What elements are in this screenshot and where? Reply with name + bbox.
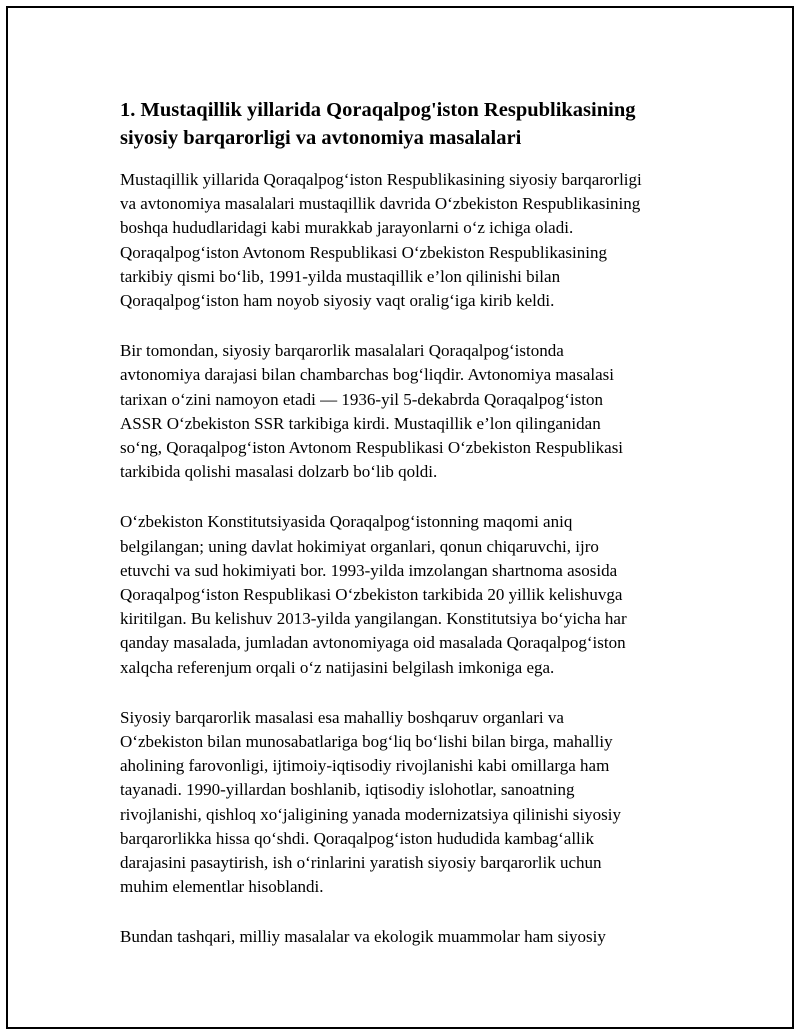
paragraph-1: Mustaqillik yillarida Qoraqalpog‘iston Respublikasining siyosiy barqarorligi va avtonomiya masalalari mustaqillik davrida O‘zbekiston Respublikasining boshqa hududlaridagi kabi murakkab jarayonlarni o‘z ichiga oladi. Qoraqalpog‘iston Avtonom Respublikasi O‘zbekiston Respublikasining tarkibiy qismi bo‘lib, 1991-yilda mustaqillik e’lon qilinishi bilan Qoraqalpog‘iston ham noyob siyosiy vaqt oralig‘iga kirib keldi.: [120, 170, 642, 311]
paragraph-5: Bundan tashqari, milliy masalalar va ekologik muammolar ham siyosiy: [120, 927, 606, 947]
paragraph-2: Bir tomondan, siyosiy barqarorlik masalalari Qoraqalpog‘istonda avtonomiya darajasi bilan chambarchas bog‘liqdir. Avtonomiya masalasi tarixan o‘zini namoyon etadi — 1936-yil 5-dekabrda Qoraqalpog‘iston ASSR O‘zbekiston SSR tarkibiga kirdi. Mustaqillik e’lon qilinganidan so‘ng, Qoraqalpog‘iston Avtonom Respublikasi O‘zbekiston Respublikasi tarkibida qolishi masalasi dolzarb bo‘lib qoldi.: [120, 341, 624, 482]
section-heading: 1. Mustaqillik yillarida Qoraqalpog'iston Respublikasining siyosiy barqarorligi va avtonomiya masalalari: [120, 99, 636, 149]
paragraph-4: Siyosiy barqarorlik masalasi esa mahalliy boshqaruv organlari va O‘zbekiston bilan munosabatlariga bog‘liq bo‘lishi bilan birga, mahalliy aholining farovonligi, ijtimoiy-iqtisodiy rivojlanishi kabi omillarga ham tayanadi. 1990-yillardan boshlanib, iqtisodiy islohotlar, sanoatning rivojlanishi, qishloq xo‘jaligining yanada modernizatsiya qilinishi siyosiy barqarorlikka hissa qo‘shdi. Qoraqalpog‘iston hududida kambag‘allik darajasini pasaytirish, ish o‘rinlarini yaratish siyosiy barqarorlik uchun muhim elementlar hisoblandi.: [120, 707, 621, 897]
paragraph-3: O‘zbekiston Konstitutsiyasida Qoraqalpog‘istonning maqomi aniq belgilangan; uning davlat hokimiyat organlari, qonun chiqaruvchi, ijro etuvchi va sud hokimiyati bor. 1993-yilda imzolangan shartnoma asosida Qoraqalpog‘iston Respublikasi O‘zbekiston tarkibida 20 yillik kelishuvga kiritilgan. Bu kelishuv 2013-yilda yangilangan. Konstitutsiya bo‘yicha har qanday masalada, jumladan avtonomiyaga oid masalada Qoraqalpog‘iston xalqcha referenjum orqali o‘z natijasini belgilash imkoniga ega.: [120, 512, 627, 677]
document-body: [120, 96, 700, 976]
page-frame: [6, 6, 794, 1029]
